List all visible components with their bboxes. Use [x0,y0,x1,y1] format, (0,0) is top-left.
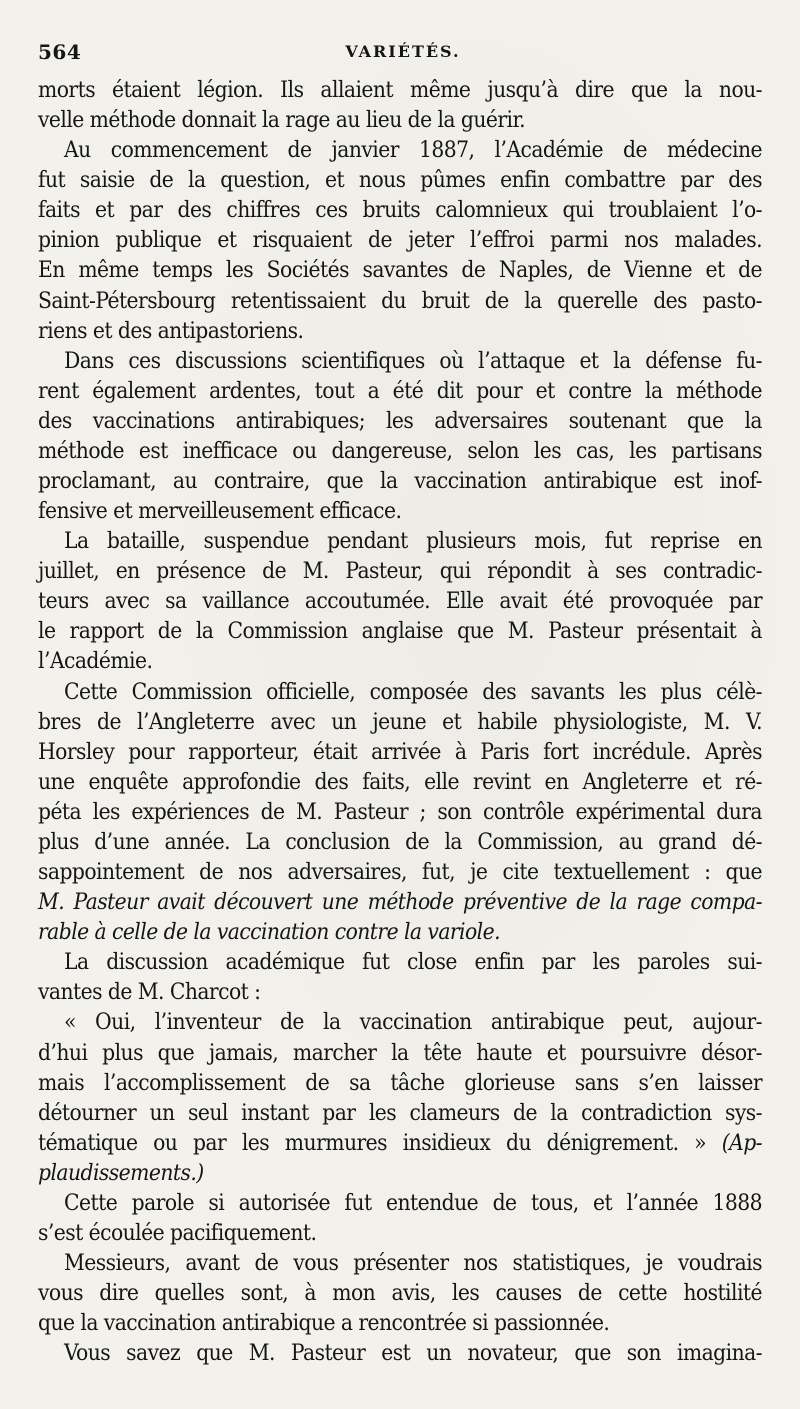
text-line: s’est écoulée pacifiquement. [38,1219,317,1246]
text-line: pinion publique et risquaient de jeter l’effroi parmi nos malades. [38,227,762,254]
text-line: juillet, en présence de M. Pasteur, qui répondit à ses contradic- [38,558,762,585]
text-line: une enquête approfondie des faits, elle revint en Angleterre et ré- [38,768,762,795]
text-line: velle méthode donnait la rage au lieu de la guérir. [38,107,526,134]
text-line: vous dire quelles sont, à mon avis, les causes de cette hostilité [38,1280,762,1307]
running-title: VARIÉTÉS. [345,42,461,61]
text-line-italic: (Ap- [721,1129,762,1156]
text-line: des vaccinations antirabiques; les adversaires soutenant que la [38,407,762,434]
text-line: plus d’une année. La conclusion de la Commission, au grand dé- [38,828,762,855]
text-line-roman: tématique ou par les murmures insidieux du dénigrement. » [38,1129,722,1156]
text-line: Vous savez que M. Pasteur est un novateur, que son imagina- [64,1340,762,1367]
text-line: Horsley pour rapporteur, était arrivée à Paris fort incrédule. Après [38,738,762,765]
text-line: que la vaccination antirabique a rencontrée si passionnée. [38,1310,610,1337]
text-line: d’hui plus que jamais, marcher la tête haute et poursuivre désor- [38,1039,762,1066]
text-line: Au commencement de janvier 1887, l’Académie de médecine [64,137,762,164]
text-line: teurs avec sa vaillance accoutumée. Elle avait été provoquée par [38,588,762,615]
text-line: faits et par des chiffres ces bruits calomnieux qui troublaient l’o- [38,197,762,224]
text-line: Dans ces discussions scientifiques où l’attaque et la défense fu- [64,347,762,374]
text-line: M. Pasteur avait découvert une méthode préventive de la rage compa- [38,889,762,916]
text-line: sappointement de nos adversaires, fut, je cite textuellement : que [38,859,762,886]
text-line: Cette Commission officielle, composée des savants les plus célè- [64,678,762,705]
text-line: le rapport de la Commission anglaise que M. Pasteur présentait à [38,618,762,645]
text-line: La bataille, suspendue pendant plusieurs mois, fut reprise en [64,528,762,555]
text-line: méthode est inefficace ou dangereuse, selon les cas, les partisans [38,437,762,464]
text-line: rent également ardentes, tout a été dit pour et contre la méthode [38,377,762,404]
text-line: péta les expériences de M. Pasteur ; son contrôle expérimental dura [38,798,762,825]
text-line: morts étaient légion. Ils allaient même jusqu’à dire que la nou- [38,77,762,103]
page-number: 564 [38,40,82,64]
text-line: « Oui, l’inventeur de la vaccination antirabique peut, aujour- [64,1009,762,1036]
text-line: mais l’accomplissement de sa tâche glorieuse sans s’en laisser [38,1069,762,1096]
text-line: plaudissements.) [38,1159,204,1186]
text-line: rable à celle de la vaccination contre la variole. [38,919,501,946]
text-line: Saint-Pétersbourg retentissaient du bruit de la querelle des pasto- [38,287,762,314]
text-line: Cette parole si autorisée fut entendue de tous, et l’année 1888 [64,1189,762,1216]
text-line: riens et des antipastoriens. [38,317,304,344]
text-line: La discussion académique fut close enfin par les paroles sui- [64,949,762,976]
text-line: bres de l’Angleterre avec un jeune et habile physiologiste, M. V. [38,708,762,735]
body-text [38,75,762,1368]
page-header [38,30,762,70]
text-line: En même temps les Sociétés savantes de Naples, de Vienne et de [38,257,762,284]
text-line: proclamant, au contraire, que la vaccination antirabique est inof- [38,468,762,495]
text-line: l’Académie. [38,648,153,675]
text-line: Messieurs, avant de vous présenter nos statistiques, je voudrais [64,1250,762,1277]
text-line: fut saisie de la question, et nous pûmes enfin combattre par des [38,167,762,194]
text-line: détourner un seul instant par les clameurs de la contradiction sys- [38,1099,762,1126]
text-line [38,1128,762,1158]
text-line: fensive et merveilleusement efficace. [38,498,402,525]
text-line: vantes de M. Charcot : [38,979,261,1006]
